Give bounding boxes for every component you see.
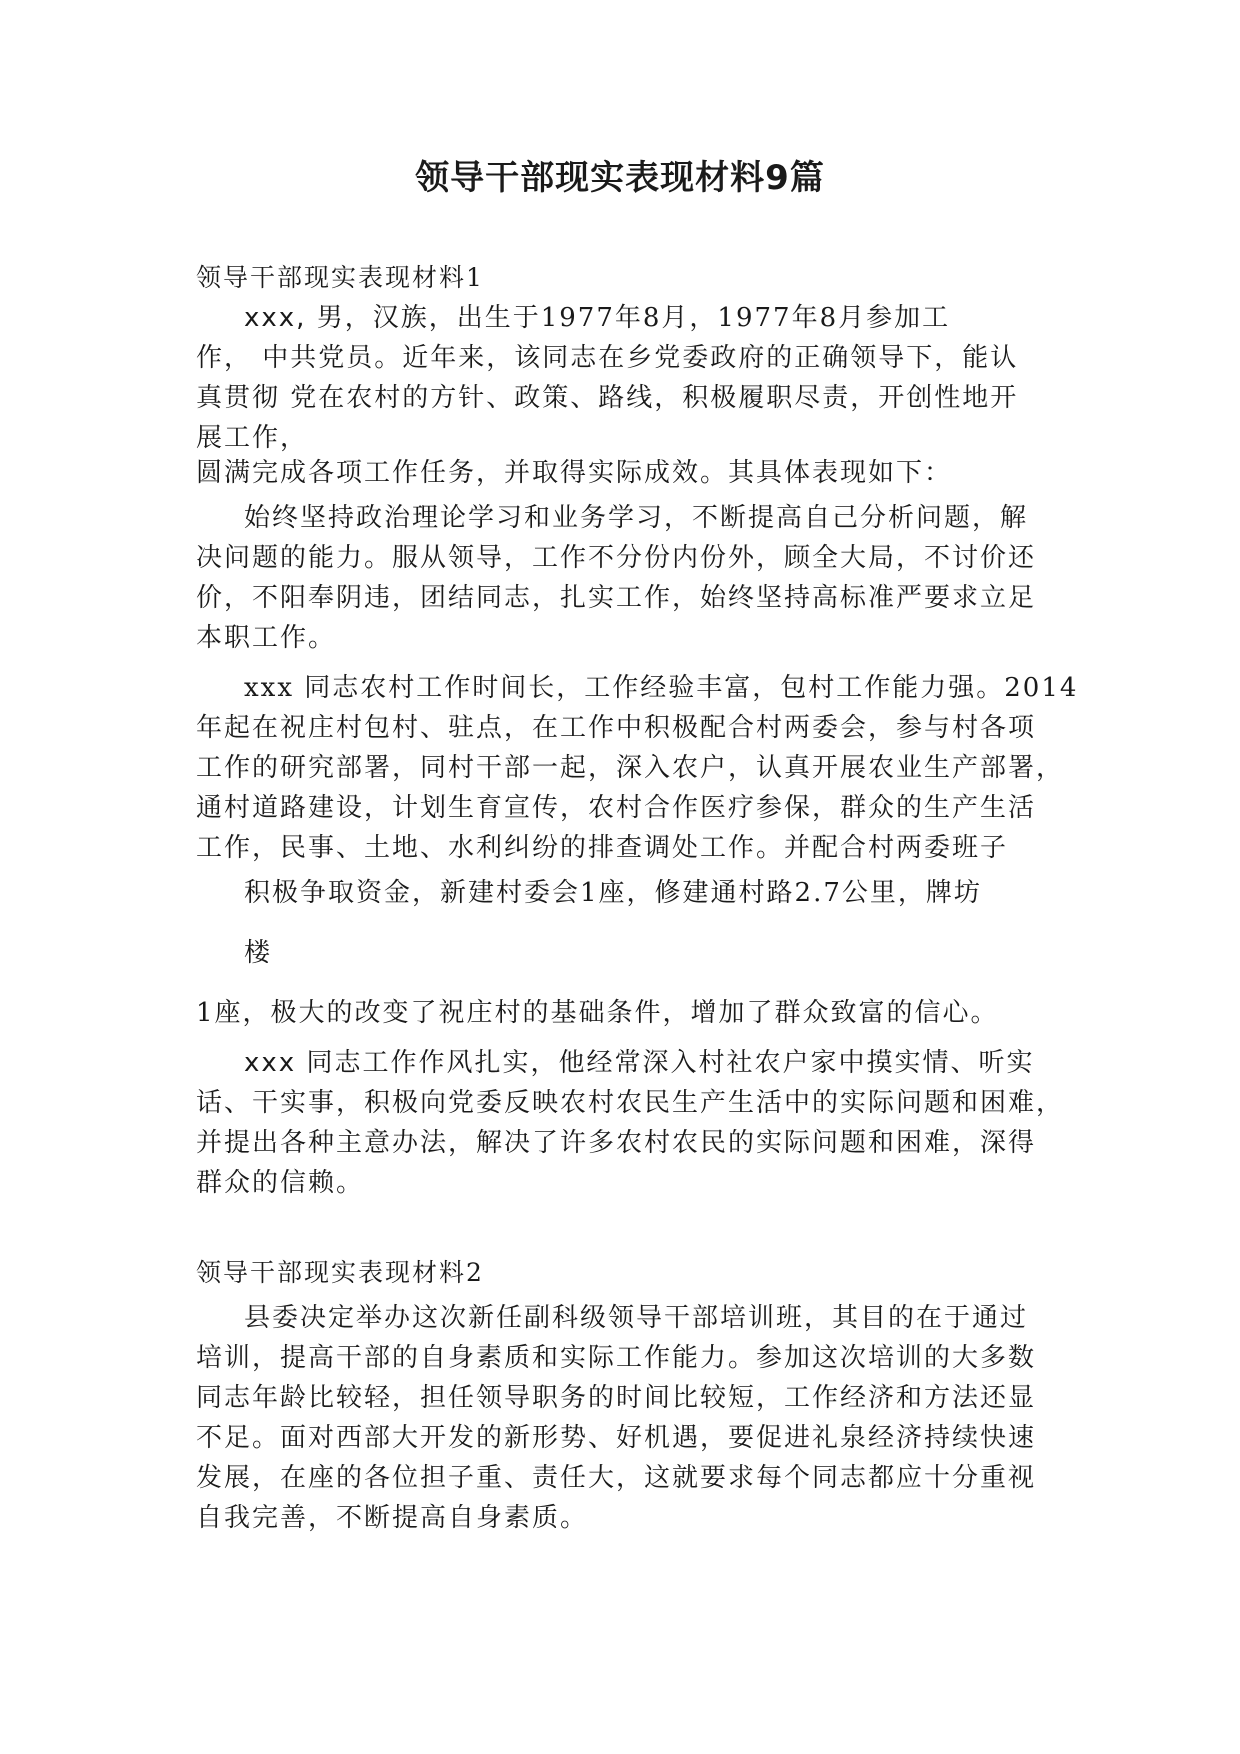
section-1-paragraph-3-line: 通村道路建设，计划生育宣传，农村合作医疗参保，群众的生产生活 <box>196 793 1037 823</box>
section-2-paragraph-1-line: 培训，提高干部的自身素质和实际工作能力。参加这次培训的大多数 <box>196 1343 1037 1373</box>
section-2-paragraph-1-line: 县委决定举办这次新任副科级领导干部培训班，其目的在于通过 <box>244 1303 1029 1333</box>
section-1-paragraph-1-line: 展工作， <box>196 423 309 453</box>
section-1-paragraph-2-line: 决问题的能力。服从领导，工作不分份内份外，顾全大局，不讨价还 <box>196 543 1037 573</box>
document-title: 领导干部现实表现材料9篇 <box>415 158 825 198</box>
section-2-paragraph-1-line: 发展，在座的各位担子重、责任大，这就要求每个同志都应十分重视 <box>196 1463 1037 1493</box>
section-1-paragraph-2-line: 本职工作。 <box>196 623 337 653</box>
section-1-paragraph-1-line: 作， 中共党员。近年来，该同志在乡党委政府的正确领导下，能认 <box>196 343 1019 373</box>
section-1-heading: 领导干部现实表现材料1 <box>196 263 484 292</box>
section-1-paragraph-3-line: 1座，极大的改变了祝庄村的基础条件，增加了群众致富的信心。 <box>196 998 999 1028</box>
section-1-paragraph-4-line: 话、干实事，积极向党委反映农村农民生产生活中的实际问题和困难， <box>196 1088 1065 1118</box>
section-1-paragraph-1-line: 真贯彻 党在农村的方针、政策、路线，积极履职尽责，开创性地开 <box>196 383 1019 413</box>
section-2-paragraph-1-line: 同志年龄比较轻，担任领导职务的时间比较短，工作经济和方法还显 <box>196 1383 1037 1413</box>
section-2-heading: 领导干部现实表现材料2 <box>196 1258 484 1287</box>
text-run: 同志工作作风扎实，他经常深入村社农户家中摸实情、听实 <box>306 1048 1035 1078</box>
section-1-paragraph-1-line <box>244 298 1104 338</box>
section-2-paragraph-1-line: 不足。面对西部大开发的新形势、好机遇，要促进礼泉经济持续快速 <box>196 1423 1037 1453</box>
person-name: xxx <box>244 1048 297 1078</box>
section-1-paragraph-2-line: 价，不阳奉阴违，团结同志，扎实工作，始终坚持高标准严要求立足 <box>196 583 1037 613</box>
section-1-paragraph-3-line: 年起在祝庄村包村、驻点，在工作中积极配合村两委会，参与村各项 <box>196 713 1037 743</box>
section-2-paragraph-1-line: 自我完善，不断提高自身素质。 <box>196 1503 589 1533</box>
section-1-paragraph-3-line: xxx 同志农村工作时间长，工作经验丰富，包村工作能力强。2014 <box>244 673 1079 703</box>
section-1-paragraph-3-line: 楼 <box>244 938 273 968</box>
section-1-paragraph-1-line: 圆满完成各项工作任务，并取得实际成效。其具体表现如下： <box>196 458 953 488</box>
section-1-paragraph-4-line: 群众的信赖。 <box>196 1168 365 1198</box>
text-run: 男，汉族，出生于1977年8月，1977年8月参加工 <box>316 303 951 333</box>
section-1-paragraph-4-line <box>244 1043 1104 1083</box>
section-1-paragraph-4-line: 并提出各种主意办法，解决了许多农村农民的实际问题和困难，深得 <box>196 1128 1037 1158</box>
section-1-paragraph-3-line: 工作，民事、土地、水利纠纷的排查调处工作。并配合村两委班子 <box>196 833 1009 863</box>
section-1-paragraph-3-line: 工作的研究部署，同村干部一起，深入农户，认真开展农业生产部署， <box>196 753 1065 783</box>
section-1-paragraph-3-line: 积极争取资金，新建村委会1座，修建通村路2.7公里，牌坊 <box>244 878 982 908</box>
section-1-paragraph-2-line: 始终坚持政治理论学习和业务学习，不断提高自己分析问题，解 <box>244 503 1029 533</box>
person-name: xxx, <box>244 303 307 333</box>
